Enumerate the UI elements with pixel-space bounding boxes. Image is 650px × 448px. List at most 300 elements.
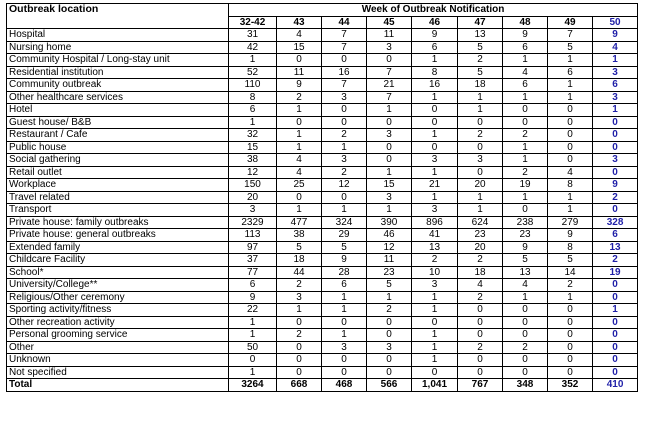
value-cell: 50 [229,341,277,354]
location-cell: Private house: family outbreaks [7,216,229,229]
value-cell: 5 [548,254,593,267]
value-cell: 0 [593,129,638,142]
value-cell: 2 [593,191,638,204]
value-cell: 1 [367,166,412,179]
value-cell: 0 [367,354,412,367]
value-cell: 44 [277,266,322,279]
value-cell: 6 [412,41,458,54]
week-column-header: 43 [277,16,322,29]
value-cell: 9 [503,241,548,254]
value-cell: 1 [412,129,458,142]
value-cell: 0 [458,116,503,129]
value-cell: 1 [548,91,593,104]
value-cell: 238 [503,216,548,229]
value-cell: 1 [458,91,503,104]
table-row [7,279,638,292]
value-cell: 1 [412,54,458,67]
value-cell: 3 [277,291,322,304]
value-cell: 12 [322,179,367,192]
value-cell: 1 [412,166,458,179]
value-cell: 7 [367,66,412,79]
value-cell: 9 [548,229,593,242]
value-cell: 37 [229,254,277,267]
value-cell: 3 [367,41,412,54]
value-cell: 0 [593,116,638,129]
value-cell: 1 [503,54,548,67]
location-cell: Social gathering [7,154,229,167]
value-cell: 20 [458,179,503,192]
value-cell: 1 [322,329,367,342]
week-column-header: 44 [322,16,367,29]
value-cell: 2 [367,304,412,317]
value-cell: 13 [412,241,458,254]
value-cell: 4 [503,66,548,79]
value-cell: 1 [367,104,412,117]
value-cell: 1 [229,329,277,342]
value-cell: 7 [322,29,367,42]
location-cell: Public house [7,141,229,154]
table-row [7,129,638,142]
value-cell: 2 [458,254,503,267]
week-column-header: 47 [458,16,503,29]
value-cell: 1 [229,366,277,379]
value-cell: 1 [458,191,503,204]
value-cell: 20 [458,241,503,254]
value-cell: 2 [503,341,548,354]
value-cell: 1 [503,191,548,204]
value-cell: 0 [593,341,638,354]
value-cell: 1 [229,54,277,67]
value-cell: 12 [229,166,277,179]
total-value-cell: 348 [503,379,548,392]
value-cell: 0 [367,54,412,67]
value-cell: 1 [548,291,593,304]
value-cell: 2329 [229,216,277,229]
value-cell: 328 [593,216,638,229]
value-cell: 6 [229,279,277,292]
table-row [7,241,638,254]
value-cell: 0 [367,154,412,167]
table-row [7,216,638,229]
value-cell: 1 [322,141,367,154]
total-value-cell: 767 [458,379,503,392]
location-cell: Sporting activity/fitness [7,304,229,317]
table-row [7,266,638,279]
value-cell: 23 [367,266,412,279]
value-cell: 2 [277,279,322,292]
value-cell: 2 [322,166,367,179]
value-cell: 0 [322,316,367,329]
location-cell: Extended family [7,241,229,254]
value-cell: 1 [458,204,503,217]
value-cell: 2 [322,129,367,142]
table-row [7,104,638,117]
value-cell: 1 [548,79,593,92]
value-cell: 477 [277,216,322,229]
value-cell: 2 [458,54,503,67]
location-column-header: Outbreak location [7,4,229,29]
value-cell: 1 [229,116,277,129]
value-cell: 0 [503,329,548,342]
value-cell: 0 [548,304,593,317]
value-cell: 8 [548,241,593,254]
value-cell: 8 [412,66,458,79]
value-cell: 0 [458,316,503,329]
location-cell: Private house: general outbreaks [7,229,229,242]
value-cell: 3 [412,204,458,217]
table-row [7,66,638,79]
value-cell: 896 [412,216,458,229]
value-cell: 4 [458,279,503,292]
value-cell: 15 [229,141,277,154]
value-cell: 0 [367,329,412,342]
value-cell: 0 [548,129,593,142]
table-header [7,4,638,29]
value-cell: 3 [593,91,638,104]
value-cell: 7 [322,41,367,54]
value-cell: 6 [322,279,367,292]
week-column-header: 50 [593,16,638,29]
location-cell: Retail outlet [7,166,229,179]
value-cell: 0 [367,366,412,379]
location-cell: Hotel [7,104,229,117]
value-cell: 8 [229,91,277,104]
value-cell: 0 [277,191,322,204]
value-cell: 0 [593,366,638,379]
value-cell: 3 [458,154,503,167]
value-cell: 9 [593,179,638,192]
table-row [7,191,638,204]
value-cell: 0 [412,366,458,379]
value-cell: 0 [548,329,593,342]
total-row [7,379,638,392]
value-cell: 1 [412,354,458,367]
value-cell: 4 [277,166,322,179]
value-cell: 0 [503,304,548,317]
value-cell: 0 [277,354,322,367]
value-cell: 0 [548,116,593,129]
location-cell: Other [7,341,229,354]
value-cell: 10 [412,266,458,279]
value-cell: 4 [277,154,322,167]
value-cell: 5 [458,41,503,54]
value-cell: 6 [548,66,593,79]
value-cell: 25 [277,179,322,192]
location-cell: University/College** [7,279,229,292]
value-cell: 52 [229,66,277,79]
value-cell: 1 [593,54,638,67]
value-cell: 0 [503,354,548,367]
table-row [7,79,638,92]
value-cell: 0 [277,316,322,329]
location-cell: Restaurant / Cafe [7,129,229,142]
value-cell: 0 [548,154,593,167]
value-cell: 0 [458,304,503,317]
value-cell: 3 [593,154,638,167]
value-cell: 19 [593,266,638,279]
value-cell: 23 [503,229,548,242]
value-cell: 1 [277,204,322,217]
location-cell: Other recreation activity [7,316,229,329]
value-cell: 20 [229,191,277,204]
value-cell: 0 [367,141,412,154]
value-cell: 9 [593,29,638,42]
table-row [7,41,638,54]
value-cell: 6 [593,229,638,242]
value-cell: 31 [229,29,277,42]
value-cell: 21 [412,179,458,192]
location-cell: Childcare Facility [7,254,229,267]
location-cell: Not specified [7,366,229,379]
total-value-cell: 668 [277,379,322,392]
table-row [7,291,638,304]
table-row [7,154,638,167]
week-column-header: 49 [548,16,593,29]
value-cell: 110 [229,79,277,92]
value-cell: 5 [458,66,503,79]
value-cell: 2 [412,254,458,267]
value-cell: 11 [277,66,322,79]
value-cell: 5 [503,254,548,267]
table-row [7,316,638,329]
table-row [7,91,638,104]
value-cell: 1 [412,91,458,104]
value-cell: 1 [322,304,367,317]
value-cell: 15 [277,41,322,54]
table-row [7,116,638,129]
value-cell: 22 [229,304,277,317]
value-cell: 2 [593,254,638,267]
week-column-header: 48 [503,16,548,29]
value-cell: 1 [548,191,593,204]
value-cell: 5 [367,279,412,292]
value-cell: 0 [548,366,593,379]
value-cell: 0 [412,116,458,129]
table-row [7,166,638,179]
value-cell: 0 [277,366,322,379]
value-cell: 12 [367,241,412,254]
value-cell: 0 [322,354,367,367]
value-cell: 41 [412,229,458,242]
value-cell: 150 [229,179,277,192]
location-cell: Other healthcare services [7,91,229,104]
total-value-cell: 352 [548,379,593,392]
location-cell: Community Hospital / Long-stay unit [7,54,229,67]
value-cell: 0 [229,354,277,367]
value-cell: 0 [322,366,367,379]
value-cell: 4 [593,41,638,54]
value-cell: 1 [503,91,548,104]
total-label: Total [7,379,229,392]
value-cell: 6 [503,41,548,54]
value-cell: 1 [412,291,458,304]
value-cell: 38 [229,154,277,167]
value-cell: 1 [503,291,548,304]
value-cell: 0 [593,141,638,154]
value-cell: 23 [458,229,503,242]
value-cell: 3 [229,204,277,217]
value-cell: 6 [229,104,277,117]
value-cell: 0 [322,104,367,117]
week-group-header: Week of Outbreak Notification [229,4,638,17]
value-cell: 0 [412,141,458,154]
value-cell: 1 [367,204,412,217]
table-row [7,29,638,42]
value-cell: 2 [458,291,503,304]
value-cell: 14 [548,266,593,279]
value-cell: 0 [322,191,367,204]
table-row [7,254,638,267]
table-row [7,304,638,317]
value-cell: 5 [277,241,322,254]
value-cell: 0 [277,341,322,354]
value-cell: 2 [503,166,548,179]
outbreak-table-container [6,3,637,392]
value-cell: 324 [322,216,367,229]
location-cell: Hospital [7,29,229,42]
value-cell: 77 [229,266,277,279]
table-body [7,29,638,392]
value-cell: 0 [548,354,593,367]
value-cell: 1 [503,154,548,167]
value-cell: 0 [458,366,503,379]
total-value-cell: 410 [593,379,638,392]
value-cell: 3 [322,91,367,104]
value-cell: 7 [367,91,412,104]
table-row [7,229,638,242]
value-cell: 18 [458,79,503,92]
value-cell: 11 [367,254,412,267]
table-row [7,204,638,217]
value-cell: 0 [367,116,412,129]
value-cell: 624 [458,216,503,229]
value-cell: 1 [458,104,503,117]
value-cell: 0 [367,316,412,329]
value-cell: 19 [503,179,548,192]
location-cell: Nursing home [7,41,229,54]
value-cell: 13 [593,241,638,254]
location-cell: Travel related [7,191,229,204]
value-cell: 0 [322,54,367,67]
value-cell: 6 [503,79,548,92]
value-cell: 5 [322,241,367,254]
value-cell: 0 [503,316,548,329]
value-cell: 4 [277,29,322,42]
total-value-cell: 3264 [229,379,277,392]
value-cell: 0 [548,104,593,117]
value-cell: 0 [322,116,367,129]
value-cell: 4 [503,279,548,292]
value-cell: 1 [229,316,277,329]
table-row [7,354,638,367]
value-cell: 3 [367,191,412,204]
value-cell: 0 [593,279,638,292]
value-cell: 6 [593,79,638,92]
value-cell: 0 [593,316,638,329]
outbreak-table [6,3,638,392]
value-cell: 46 [367,229,412,242]
value-cell: 28 [322,266,367,279]
value-cell: 0 [277,54,322,67]
value-cell: 0 [548,341,593,354]
total-value-cell: 566 [367,379,412,392]
value-cell: 2 [277,91,322,104]
location-cell: Transport [7,204,229,217]
value-cell: 16 [322,66,367,79]
value-cell: 279 [548,216,593,229]
location-cell: Unknown [7,354,229,367]
value-cell: 1 [412,304,458,317]
value-cell: 1 [277,141,322,154]
value-cell: 2 [503,129,548,142]
table-row [7,54,638,67]
value-cell: 1 [548,204,593,217]
value-cell: 2 [277,329,322,342]
value-cell: 2 [548,279,593,292]
value-cell: 1 [412,191,458,204]
value-cell: 8 [548,179,593,192]
value-cell: 3 [367,341,412,354]
location-cell: Personal grooming service [7,329,229,342]
week-column-header: 45 [367,16,412,29]
value-cell: 0 [548,316,593,329]
value-cell: 97 [229,241,277,254]
value-cell: 5 [548,41,593,54]
value-cell: 16 [412,79,458,92]
value-cell: 18 [277,254,322,267]
value-cell: 0 [593,291,638,304]
table-row [7,341,638,354]
value-cell: 1 [593,304,638,317]
value-cell: 0 [458,329,503,342]
value-cell: 0 [593,204,638,217]
value-cell: 9 [229,291,277,304]
value-cell: 0 [277,116,322,129]
location-cell: Community outbreak [7,79,229,92]
value-cell: 3 [322,341,367,354]
value-cell: 0 [458,354,503,367]
value-cell: 0 [412,104,458,117]
value-cell: 0 [503,204,548,217]
value-cell: 0 [548,141,593,154]
week-column-header: 32-42 [229,16,277,29]
header-row-top [7,4,638,17]
value-cell: 3 [322,154,367,167]
value-cell: 7 [322,79,367,92]
value-cell: 0 [503,116,548,129]
location-cell: Guest house/ B&B [7,116,229,129]
table-row [7,329,638,342]
value-cell: 0 [412,316,458,329]
value-cell: 32 [229,129,277,142]
value-cell: 18 [458,266,503,279]
location-cell: Religious/Other ceremony [7,291,229,304]
table-row [7,366,638,379]
location-cell: Workplace [7,179,229,192]
value-cell: 3 [412,279,458,292]
value-cell: 0 [503,104,548,117]
value-cell: 13 [503,266,548,279]
value-cell: 15 [367,179,412,192]
value-cell: 9 [277,79,322,92]
value-cell: 21 [367,79,412,92]
value-cell: 1 [322,204,367,217]
value-cell: 7 [548,29,593,42]
value-cell: 0 [593,329,638,342]
value-cell: 13 [458,29,503,42]
value-cell: 1 [277,129,322,142]
week-column-header: 46 [412,16,458,29]
